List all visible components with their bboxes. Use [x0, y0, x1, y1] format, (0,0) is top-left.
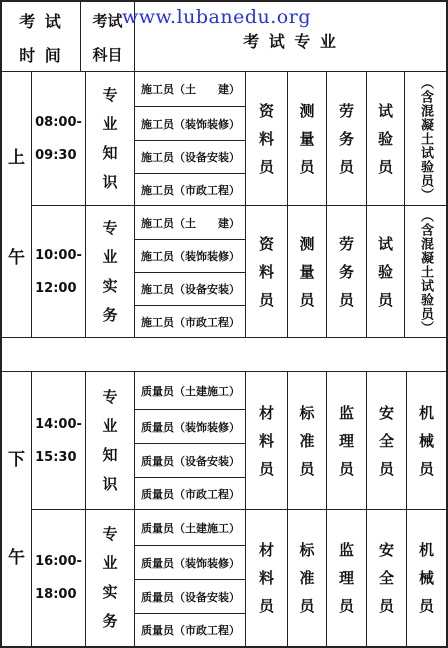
major-cell	[367, 510, 406, 646]
major-char: 准	[299, 569, 315, 587]
afternoon-label-top: 下	[8, 449, 25, 470]
subject-char: 知	[102, 445, 118, 464]
major-char: 准	[299, 431, 315, 450]
major-note-cell	[405, 72, 446, 205]
major-char: 员	[299, 290, 315, 309]
watermark-url: www.lubanedu.org	[122, 6, 311, 28]
major-char: 验	[377, 129, 393, 148]
major-char: 员	[378, 459, 394, 478]
major-cell	[407, 510, 446, 646]
major-cell	[327, 72, 366, 205]
major-cell	[246, 72, 287, 205]
major-char: 量	[299, 129, 315, 148]
major-cell	[367, 72, 404, 205]
major-char: 料	[258, 431, 274, 450]
major-note-cell	[405, 206, 446, 337]
major-char: 械	[418, 431, 434, 450]
post-item: 施工员（设备安装）	[141, 283, 240, 296]
time-start: 10:00-	[35, 247, 82, 263]
major-cell	[367, 372, 406, 509]
major-char: 员	[418, 459, 434, 478]
header-time-line-2: 时 间	[19, 45, 63, 65]
major-char: 员	[258, 157, 274, 176]
major-char: 劳	[338, 234, 354, 253]
subject-char: 业	[102, 247, 118, 266]
major-cell	[327, 510, 366, 646]
major-cell	[327, 372, 366, 509]
major-char: 料	[258, 262, 274, 281]
post-item: 施工员（市政工程）	[141, 315, 240, 329]
subject-char: 识	[102, 474, 118, 493]
major-char: 量	[299, 262, 315, 281]
am-block-bottom	[0, 337, 448, 338]
major-char: 员	[338, 459, 354, 478]
post-item: 施工员（装饰装修）	[141, 250, 240, 263]
major-char: 标	[299, 541, 315, 559]
header-major: 考 试 专 业	[243, 31, 338, 51]
time-end: 09:30	[35, 147, 77, 163]
major-char: 理	[338, 569, 354, 587]
header-subject-line-1: 考试	[92, 11, 123, 30]
post-item: 施工员（设备安装）	[141, 151, 240, 164]
major-note: （含混凝土试验员）	[418, 75, 433, 202]
major-char: 机	[418, 403, 434, 422]
am-session-1-time	[32, 72, 85, 205]
major-char: 务	[338, 262, 354, 281]
major-char: 员	[377, 157, 393, 176]
major-char: 机	[418, 541, 434, 559]
major-char: 安	[378, 541, 394, 559]
major-char: 员	[338, 157, 354, 176]
time-end: 18:00	[35, 587, 77, 602]
major-char: 材	[258, 541, 274, 559]
major-char: 员	[338, 290, 354, 309]
major-note: （含混凝土试验员）	[418, 208, 433, 335]
subject-char: 务	[102, 305, 118, 324]
major-char: 全	[378, 569, 394, 587]
pm-session-1-subject	[86, 372, 134, 509]
subject-char: 专	[102, 525, 118, 543]
subject-char: 专	[102, 85, 118, 104]
time-end: 15:30	[35, 449, 77, 465]
major-char: 员	[338, 597, 354, 615]
time-start: 08:00-	[35, 114, 82, 130]
subject-char: 业	[102, 416, 118, 435]
pm-session-2-subject	[86, 510, 134, 646]
major-cell	[288, 372, 326, 509]
post-item: 质量员（土建施工）	[141, 521, 240, 535]
subject-char: 实	[102, 276, 118, 295]
afternoon-label-bottom: 午	[8, 547, 25, 568]
major-char: 员	[299, 597, 315, 615]
pm-session-1-time	[32, 372, 85, 509]
major-char: 试	[377, 234, 393, 253]
pm-session-2-time	[32, 510, 85, 646]
major-char: 全	[378, 431, 394, 450]
am-session-2-time	[32, 206, 85, 337]
major-char: 资	[258, 101, 274, 120]
subject-char: 专	[102, 218, 118, 237]
major-cell	[288, 206, 326, 337]
post-item: 施工员（土 建）	[141, 83, 240, 96]
major-char: 员	[299, 157, 315, 176]
post-item: 质量员（市政工程）	[141, 487, 240, 501]
major-char: 员	[418, 597, 434, 615]
major-char: 标	[299, 403, 315, 422]
subject-char: 识	[102, 172, 118, 191]
subject-char: 业	[102, 114, 118, 133]
major-char: 材	[258, 403, 274, 422]
subject-char: 业	[102, 554, 118, 572]
time-start: 16:00-	[35, 554, 82, 569]
post-item: 质量员（装饰装修）	[141, 420, 240, 434]
major-char: 理	[338, 431, 354, 450]
major-char: 监	[338, 541, 354, 559]
major-char: 械	[418, 569, 434, 587]
am-session-2-subject	[86, 206, 134, 337]
major-char: 资	[258, 234, 274, 253]
header-subject-line-2: 科目	[92, 45, 123, 64]
major-char: 员	[258, 597, 274, 615]
am-session-1-subject	[86, 72, 134, 205]
major-cell	[367, 206, 404, 337]
time-end: 12:00	[35, 280, 77, 296]
post-item: 质量员（土建施工）	[141, 384, 240, 398]
major-char: 安	[378, 403, 394, 422]
time-start: 14:00-	[35, 416, 82, 432]
post-item: 质量员（设备安装）	[141, 590, 240, 604]
major-char: 务	[338, 129, 354, 148]
major-char: 劳	[338, 101, 354, 120]
post-item: 质量员（设备安装）	[141, 454, 240, 468]
subject-char: 实	[102, 583, 118, 601]
major-char: 员	[299, 459, 315, 478]
subject-char: 务	[102, 612, 118, 630]
major-cell	[327, 206, 366, 337]
morning-label-bottom: 午	[8, 247, 25, 268]
post-item: 施工员（市政工程）	[141, 183, 240, 197]
major-char: 员	[378, 597, 394, 615]
major-cell	[288, 510, 326, 646]
header-time-line-1: 考 试	[19, 11, 63, 31]
major-cell	[407, 372, 446, 509]
major-char: 员	[258, 459, 274, 478]
major-char: 测	[299, 234, 315, 253]
major-char: 验	[377, 262, 393, 281]
major-char: 员	[377, 290, 393, 309]
major-cell	[246, 510, 287, 646]
subject-char: 专	[102, 387, 118, 406]
post-item: 施工员（土 建）	[141, 216, 240, 230]
major-char: 员	[258, 290, 274, 309]
major-cell	[288, 72, 326, 205]
major-char: 料	[258, 129, 274, 148]
morning-label-top: 上	[8, 147, 25, 168]
major-cell	[246, 372, 287, 509]
major-char: 料	[258, 569, 274, 587]
major-char: 试	[377, 101, 393, 120]
post-item: 质量员（装饰装修）	[141, 556, 240, 570]
subject-char: 知	[102, 143, 118, 162]
major-cell	[246, 206, 287, 337]
major-char: 测	[299, 101, 315, 120]
major-char: 监	[338, 403, 354, 422]
post-item: 质量员（市政工程）	[141, 624, 240, 637]
post-item: 施工员（装饰装修）	[141, 117, 240, 131]
